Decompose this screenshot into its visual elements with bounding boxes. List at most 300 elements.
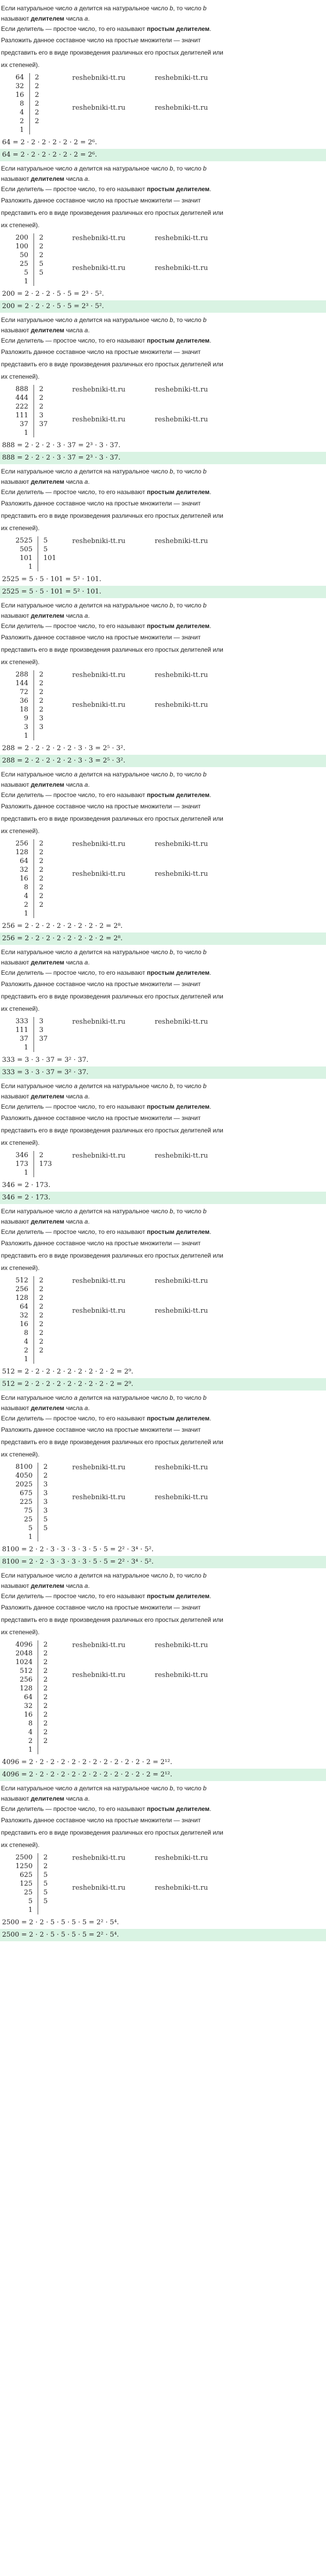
decomp-line-3: их степеней). — [1, 658, 40, 666]
factor-row — [11, 857, 47, 866]
dividend-cell: 256 — [11, 839, 34, 848]
factorization-result: 8100 = 2 · 2 · 3 · 3 · 3 · 3 · 5 · 5 = 2² · 3⁴ · 5². — [2, 1546, 154, 1553]
intro-text: . — [209, 488, 211, 496]
dividend-cell: 144 — [11, 679, 34, 688]
dividend-cell: 200 — [11, 233, 34, 242]
intro-text: делится на натуральное число — [77, 165, 170, 172]
watermark-text: reshebniki-tt.ru — [155, 386, 208, 394]
factor-row — [11, 1640, 52, 1649]
var-b: b — [203, 316, 207, 324]
dividend-cell: 111 — [11, 411, 34, 420]
var-b: b — [203, 602, 207, 609]
intro-text: . — [209, 1228, 211, 1235]
intro-text: числа — [64, 1582, 85, 1589]
factor-column — [0, 1151, 326, 1177]
prime-term: простым делителем — [146, 969, 210, 976]
decomp-line-2: представить его в виде произведения различных его простых делителей или — [1, 361, 223, 368]
example-block — [0, 1081, 326, 1206]
factorization-result-highlight: 346 = 2 · 173. — [0, 1192, 326, 1204]
watermark-text: reshebniki-tt.ru — [72, 234, 126, 242]
dividend-cell: 444 — [11, 394, 34, 402]
watermark-text: reshebniki-tt.ru — [155, 264, 208, 272]
decomp-line-3: их степеней). — [1, 61, 40, 69]
factor-row — [11, 1498, 52, 1506]
prime-factor-cell: 2 — [43, 1728, 48, 1736]
factor-column — [0, 385, 326, 437]
prime-factor-cell: 2 — [43, 1702, 48, 1710]
factor-row — [11, 1276, 47, 1285]
watermark-text: reshebniki-tt.ru — [72, 1641, 126, 1649]
prime-factor-cell: 2 — [39, 840, 44, 848]
factor-row — [11, 1879, 52, 1888]
factorization-result: 200 = 2 · 2 · 2 · 5 · 5 = 2³ · 5². — [2, 290, 104, 298]
intro-text: . — [88, 327, 90, 334]
factor-row — [11, 268, 47, 277]
var-a: a — [84, 478, 88, 485]
prime-factor-cell: 5 — [39, 269, 44, 277]
intro-text: числа — [64, 15, 85, 22]
intro-line-2 — [0, 13, 326, 24]
intro-text: называют — [1, 175, 31, 182]
divisor-term: делителем — [30, 1404, 64, 1412]
divisor-term: делителем — [30, 1218, 64, 1225]
factor-row — [11, 1658, 52, 1667]
factor-row — [11, 1702, 52, 1710]
intro-text: . — [209, 1805, 211, 1812]
prime-term: простым делителем — [146, 1592, 210, 1600]
factor-row — [11, 1667, 52, 1675]
dividend-cell: 25 — [11, 260, 34, 268]
factor-row — [11, 714, 47, 723]
prime-term: простым делителем — [146, 1103, 210, 1110]
dividend-cell: 1 — [11, 1168, 34, 1177]
prime-factor-cell: 3 — [43, 1489, 48, 1497]
var-a: a — [74, 771, 78, 778]
factor-row — [11, 1693, 52, 1702]
factor-row — [11, 82, 43, 91]
intro-text: . — [209, 791, 211, 799]
factorization-result-highlight: 256 = 2 · 2 · 2 · 2 · 2 · 2 · 2 · 2 = 2⁸. — [0, 933, 326, 945]
divisor-term: делителем — [30, 327, 64, 334]
decomp-line-2: представить его в виде произведения различных его простых делителей или — [1, 993, 223, 1000]
prime-factor-cell: 2 — [43, 1463, 48, 1471]
dividend-cell: 32 — [11, 866, 34, 874]
prime-divisor-line — [0, 1227, 326, 1237]
decomp-line-2: представить его в виде произведения различных его простых делителей или — [1, 646, 223, 653]
intro-text: делится на натуральное число — [77, 1208, 170, 1215]
dividend-cell: 888 — [11, 385, 34, 394]
intro-text: , то число — [173, 1572, 203, 1579]
watermark-text: reshebniki-tt.ru — [155, 1307, 208, 1315]
dividend-cell: 72 — [11, 688, 34, 697]
intro-text: называют — [1, 478, 31, 485]
example-block — [0, 315, 326, 466]
factor-row — [11, 1675, 52, 1684]
prime-factor-cell: 5 — [43, 1897, 48, 1905]
prime-factor-cell: 173 — [39, 1160, 52, 1168]
factor-table — [11, 1276, 47, 1364]
intro-text: , то число — [173, 316, 203, 324]
prime-factor-cell: 2 — [39, 680, 44, 687]
intro-text: . — [88, 1218, 90, 1225]
var-b: b — [169, 165, 173, 172]
factor-table — [11, 1463, 52, 1541]
watermark-text: reshebniki-tt.ru — [155, 671, 208, 679]
factorization-result: 346 = 2 · 173. — [2, 1181, 51, 1189]
decomp-line-2: представить его в виде произведения различных его простых делителей или — [1, 1829, 223, 1836]
var-b: b — [203, 948, 207, 956]
prime-factor-cell — [34, 732, 47, 740]
prime-factor-cell — [34, 909, 47, 918]
intro-text: числа — [64, 1795, 85, 1802]
factor-column — [0, 1276, 326, 1364]
factorization-result: 64 = 2 · 2 · 2 · 2 · 2 · 2 = 2⁶. — [2, 139, 97, 146]
factor-row — [11, 688, 47, 697]
prime-factor-cell: 2 — [43, 1667, 48, 1675]
intro-text: Если делитель — простое число, то его называют — [1, 969, 147, 976]
intro-text: Если натуральное число — [1, 316, 74, 324]
dividend-cell: 346 — [11, 1151, 34, 1160]
prime-factor-cell: 2 — [43, 1737, 48, 1745]
dividend-cell: 37 — [11, 1035, 34, 1043]
prime-factor-cell: 3 — [43, 1507, 48, 1515]
factor-row — [11, 91, 43, 99]
dividend-cell: 100 — [11, 242, 34, 251]
intro-text: Если делитель — простое число, то его называют — [1, 622, 147, 630]
dividend-cell: 222 — [11, 402, 34, 411]
factor-row — [11, 1471, 52, 1480]
intro-text: делится на натуральное число — [77, 468, 170, 475]
example-block — [0, 163, 326, 315]
intro-text: . — [88, 175, 90, 182]
factor-table — [11, 670, 47, 740]
factor-row — [11, 901, 47, 909]
var-b: b — [203, 1082, 207, 1090]
intro-text: делится на натуральное число — [77, 948, 170, 956]
dividend-cell: 18 — [11, 705, 34, 714]
intro-text: . — [209, 25, 211, 32]
prime-factor-cell: 2 — [35, 74, 39, 81]
var-a: a — [74, 5, 78, 12]
dividend-cell: 64 — [11, 1302, 34, 1311]
dividend-cell: 8 — [11, 99, 29, 108]
factor-row — [11, 1355, 47, 1364]
watermark-text: reshebniki-tt.ru — [72, 840, 126, 848]
prime-factor-cell: 2 — [43, 1854, 48, 1861]
example-block — [0, 466, 326, 600]
example-block — [0, 1570, 326, 1783]
var-a: a — [74, 165, 78, 172]
watermark-text: reshebniki-tt.ru — [72, 104, 126, 112]
dividend-cell: 2500 — [11, 1853, 38, 1862]
watermark-text: reshebniki-tt.ru — [155, 1494, 208, 1501]
intro-text: называют — [1, 1582, 31, 1589]
decomp-line-1: Разложить данное составное число на простые множители — значит — [1, 1817, 201, 1824]
prime-factor-cell: 2 — [39, 1320, 44, 1328]
intro-line-2 — [0, 1793, 326, 1804]
watermark-text: reshebniki-tt.ru — [72, 1494, 126, 1501]
dividend-cell: 173 — [11, 1160, 34, 1168]
dividend-cell: 101 — [11, 554, 38, 563]
watermark-text: reshebniki-tt.ru — [72, 671, 126, 679]
prime-term: простым делителем — [146, 1228, 210, 1235]
prime-factor-cell: 2 — [39, 1329, 44, 1337]
prime-term: простым делителем — [146, 1415, 210, 1422]
factorization-result: 2500 = 2 · 2 · 5 · 5 · 5 · 5 = 2² · 5⁴. — [2, 1919, 119, 1926]
intro-text: называют — [1, 1218, 31, 1225]
factor-row — [11, 1463, 52, 1471]
factorization-result: 2525 = 5 · 5 · 101 = 5² · 101. — [2, 575, 102, 583]
prime-factor-cell: 37 — [39, 420, 48, 428]
factor-row — [11, 1160, 56, 1168]
intro-text: Если натуральное число — [1, 1572, 74, 1579]
factor-row — [11, 839, 47, 848]
prime-factor-cell — [38, 1533, 52, 1541]
prime-factor-cell: 2 — [39, 1294, 44, 1302]
decomp-line-2: представить его в виде произведения различных его простых делителей или — [1, 1438, 223, 1446]
factor-row — [11, 723, 47, 732]
intro-line-2 — [0, 957, 326, 968]
factor-table — [11, 839, 47, 918]
decomp-line-3: их степеней). — [1, 1451, 40, 1458]
decomp-line-1: Разложить данное составное число на простые множители — значит — [1, 1604, 201, 1611]
prime-factor-cell: 2 — [43, 1472, 48, 1480]
decomp-line-3: их степеней). — [1, 1005, 40, 1012]
factor-row — [11, 545, 60, 554]
dividend-cell: 505 — [11, 545, 38, 554]
decomp-line-3: их степеней). — [1, 524, 40, 532]
intro-text: числа — [64, 478, 85, 485]
factorization-result-highlight: 288 = 2 · 2 · 2 · 2 · 2 · 3 · 3 = 2⁵ · 3². — [0, 755, 326, 767]
factor-table — [11, 1853, 52, 1914]
factor-row — [11, 420, 52, 429]
prime-factor-cell: 37 — [39, 1035, 48, 1043]
prime-factor-cell: 5 — [39, 260, 44, 268]
prime-factor-cell: 3 — [43, 1498, 48, 1506]
example-block — [0, 947, 326, 1081]
factorization-result: 333 = 3 · 3 · 37 = 3² · 37. — [2, 1056, 89, 1064]
intro-line-2 — [0, 1091, 326, 1101]
factor-row — [11, 554, 60, 563]
prime-factor-cell: 2 — [39, 1303, 44, 1311]
intro-text: . — [209, 185, 211, 193]
factor-row — [11, 402, 52, 411]
factor-row — [11, 1737, 52, 1745]
intro-text: , то число — [173, 1208, 203, 1215]
var-b: b — [203, 468, 207, 475]
factor-row — [11, 260, 47, 268]
dividend-cell: 64 — [11, 857, 34, 866]
dividend-cell: 333 — [11, 1017, 34, 1026]
factor-table — [11, 1640, 52, 1754]
watermark-text: reshebniki-tt.ru — [72, 701, 126, 709]
factor-row — [11, 874, 47, 883]
dividend-cell: 2525 — [11, 536, 38, 545]
prime-factor-cell — [34, 1168, 56, 1177]
watermark-text: reshebniki-tt.ru — [72, 1277, 126, 1285]
factor-row — [11, 866, 47, 874]
var-a: a — [74, 1572, 78, 1579]
intro-text: Если делитель — простое число, то его называют — [1, 791, 147, 799]
var-b: b — [169, 1572, 173, 1579]
watermark-text: reshebniki-tt.ru — [155, 870, 208, 878]
factor-row — [11, 385, 52, 394]
factor-table — [11, 73, 43, 134]
factor-row — [11, 1871, 52, 1879]
watermark-text: reshebniki-tt.ru — [72, 386, 126, 394]
dividend-cell: 1024 — [11, 1658, 38, 1667]
intro-text: . — [209, 337, 211, 344]
factorization-result-highlight: 2525 = 5 · 5 · 101 = 5² · 101. — [0, 586, 326, 598]
dividend-cell: 4050 — [11, 1471, 38, 1480]
dividend-cell: 32 — [11, 1311, 34, 1320]
prime-factor-cell: 2 — [35, 109, 39, 116]
dividend-cell: 16 — [11, 91, 29, 99]
prime-factor-cell — [38, 1745, 52, 1754]
factor-row — [11, 1862, 52, 1871]
factor-row — [11, 1337, 47, 1346]
dividend-cell: 64 — [11, 73, 29, 82]
intro-line-2 — [0, 779, 326, 790]
prime-factor-cell: 2 — [35, 82, 39, 90]
factor-table — [11, 385, 52, 437]
dividend-cell: 1 — [11, 909, 34, 918]
intro-text: Если натуральное число — [1, 1785, 74, 1792]
example-block — [0, 3, 326, 163]
intro-text: числа — [64, 1093, 85, 1100]
intro-text: Если делитель — простое число, то его называют — [1, 1103, 147, 1110]
intro-text: делится на натуральное число — [77, 771, 170, 778]
prime-factor-cell: 5 — [43, 1889, 48, 1896]
intro-text: Если натуральное число — [1, 1208, 74, 1215]
watermark-text: reshebniki-tt.ru — [155, 1277, 208, 1285]
prime-factor-cell: 2 — [39, 875, 44, 883]
var-a: a — [74, 1082, 78, 1090]
var-a: a — [84, 612, 88, 619]
var-b: b — [203, 1572, 207, 1579]
var-b: b — [169, 1208, 173, 1215]
intro-text: Если делитель — простое число, то его называют — [1, 25, 147, 32]
factorization-result-highlight: 512 = 2 · 2 · 2 · 2 · 2 · 2 · 2 · 2 · 2 = 2⁹. — [0, 1378, 326, 1391]
factorization-result: 256 = 2 · 2 · 2 · 2 · 2 · 2 · 2 · 2 = 2⁸. — [2, 922, 123, 930]
var-a: a — [74, 1785, 78, 1792]
watermark-text: reshebniki-tt.ru — [72, 1464, 126, 1471]
prime-factor-cell: 2 — [39, 901, 44, 909]
prime-factor-cell: 2 — [39, 394, 44, 402]
intro-text: , то число — [173, 165, 203, 172]
intro-line-2 — [0, 611, 326, 621]
dividend-cell: 32 — [11, 82, 29, 91]
intro-text: . — [209, 1592, 211, 1600]
watermark-text: reshebniki-tt.ru — [155, 1464, 208, 1471]
watermark-text: reshebniki-tt.ru — [155, 74, 208, 82]
intro-text: называют — [1, 1404, 31, 1412]
divisor-term: делителем — [30, 1795, 64, 1802]
intro-text: делится на натуральное число — [77, 602, 170, 609]
dividend-cell: 128 — [11, 848, 34, 857]
factor-row — [11, 1684, 52, 1693]
factor-column — [0, 670, 326, 740]
factorization-result-highlight: 8100 = 2 · 2 · 3 · 3 · 3 · 3 · 5 · 5 = 2² · 3⁴ · 5². — [0, 1556, 326, 1568]
var-b: b — [169, 1785, 173, 1792]
dividend-cell: 16 — [11, 1320, 34, 1329]
dividend-cell: 3 — [11, 723, 34, 732]
prime-divisor-line — [0, 1591, 326, 1601]
dividend-cell: 256 — [11, 1285, 34, 1294]
factor-row — [11, 1285, 47, 1294]
intro-text: числа — [64, 612, 85, 619]
factor-row — [11, 1017, 52, 1026]
dividend-cell: 128 — [11, 1684, 38, 1693]
prime-term: простым делителем — [146, 622, 210, 630]
decomp-line-1: Разложить данное составное число на простые множители — значит — [1, 500, 201, 507]
dividend-cell: 1 — [11, 1745, 38, 1754]
dividend-cell: 8100 — [11, 1463, 38, 1471]
decomp-line-1: Разложить данное составное число на простые множители — значит — [1, 1426, 201, 1433]
intro-text: Если делитель — простое число, то его называют — [1, 185, 147, 193]
prime-factor-cell: 2 — [43, 1862, 48, 1870]
intro-line-1 — [0, 769, 326, 779]
var-b: b — [169, 1082, 173, 1090]
var-a: a — [74, 602, 78, 609]
var-a: a — [74, 1394, 78, 1401]
watermark-text: reshebniki-tt.ru — [155, 1641, 208, 1649]
dividend-cell: 50 — [11, 251, 34, 260]
intro-text: числа — [64, 175, 85, 182]
prime-factor-cell: 3 — [39, 412, 44, 419]
dividend-cell: 512 — [11, 1667, 38, 1675]
prime-factor-cell: 2 — [43, 1720, 48, 1727]
decomp-line-1: Разложить данное составное число на простые множители — значит — [1, 980, 201, 988]
dividend-cell: 4 — [11, 1337, 34, 1346]
divisor-term: делителем — [30, 15, 64, 22]
factor-row — [11, 1515, 52, 1524]
prime-factor-cell: 2 — [43, 1693, 48, 1701]
dividend-cell: 4096 — [11, 1640, 38, 1649]
divisor-term: делителем — [30, 478, 64, 485]
divisor-term: делителем — [30, 959, 64, 966]
factorization-result-highlight: 4096 = 2 · 2 · 2 · 2 · 2 · 2 · 2 · 2 · 2 · 2 · 2 · 2 = 2¹². — [0, 1769, 326, 1781]
prime-factor-cell — [34, 1355, 47, 1364]
intro-text: Если делитель — простое число, то его называют — [1, 1805, 147, 1812]
dividend-cell: 111 — [11, 1026, 34, 1035]
dividend-cell: 25 — [11, 1888, 38, 1897]
intro-text: называют — [1, 15, 31, 22]
prime-factor-cell: 5 — [43, 1516, 48, 1523]
watermark-text: reshebniki-tt.ru — [155, 1854, 208, 1862]
factorization-result-highlight: 2500 = 2 · 2 · 5 · 5 · 5 · 5 = 2² · 5⁴. — [0, 1929, 326, 1941]
intro-text: , то число — [173, 468, 203, 475]
factor-row — [11, 679, 47, 688]
dividend-cell: 4 — [11, 108, 29, 117]
intro-text: числа — [64, 327, 85, 334]
intro-text: . — [209, 969, 211, 976]
factor-table — [11, 1151, 56, 1177]
divisor-term: делителем — [30, 1582, 64, 1589]
factor-row — [11, 1897, 52, 1906]
prime-divisor-line — [0, 184, 326, 194]
intro-text: Если натуральное число — [1, 948, 74, 956]
prime-factor-cell: 2 — [39, 403, 44, 411]
factor-table — [11, 1017, 52, 1052]
divisor-term: делителем — [30, 612, 64, 619]
watermark-text: reshebniki-tt.ru — [155, 416, 208, 423]
factorization-result: 4096 = 2 · 2 · 2 · 2 · 2 · 2 · 2 · 2 · 2 · 2 · 2 · 2 = 2¹². — [2, 1758, 172, 1766]
factor-row — [11, 233, 47, 242]
factor-row — [11, 1346, 47, 1355]
intro-text: . — [88, 959, 90, 966]
prime-factor-cell: 3 — [39, 1026, 44, 1034]
